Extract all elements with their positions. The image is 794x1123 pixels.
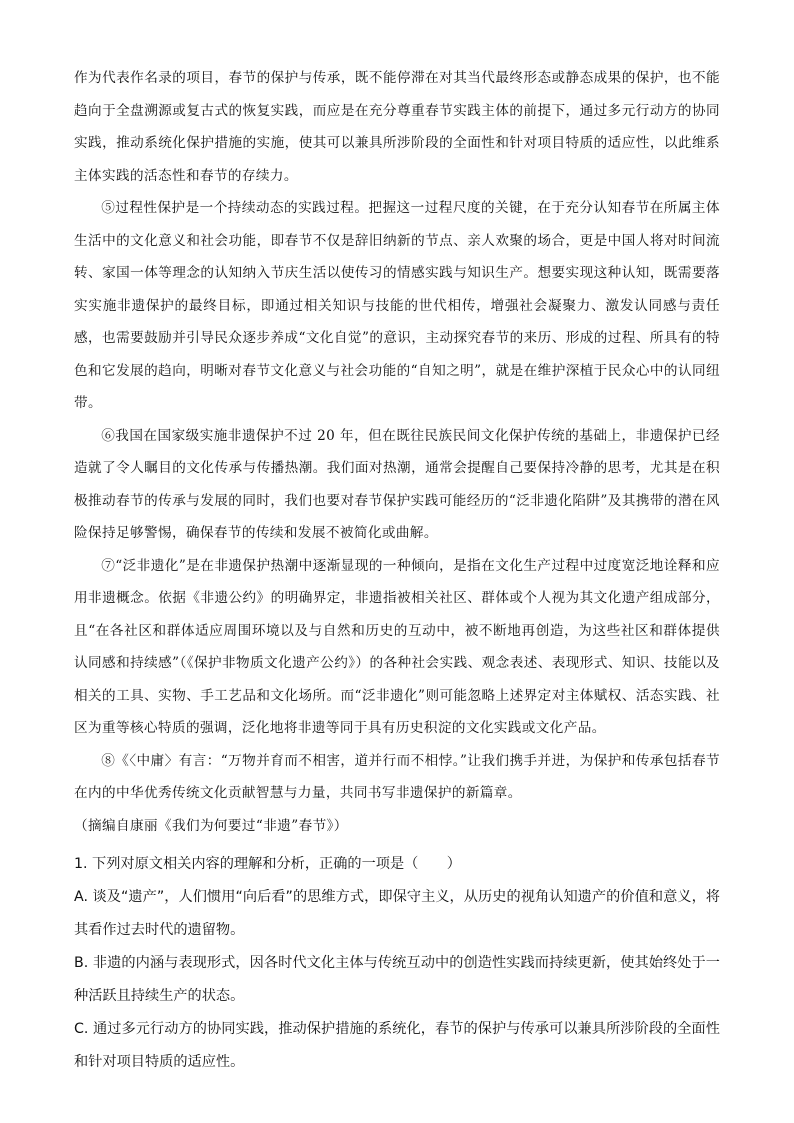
question-1	[74, 848, 720, 1079]
passage-paragraph-5: ⑤过程性保护是一个持续动态的实践过程。把握这一过程尺度的关键，在于充分认知春节在所属主体生活中的文化意义和社会功能，即春节不仅是辞旧纳新的节点、亲人欢聚的场合，更是中国人将对时间流转、家国一体等理念的认知纳入节庆生活以使传习的情感实践与知识生产。想要实现这种认知，既需要落实实施非遗保护的最终目标，即通过相关知识与技能的世代相传，增强社会凝聚力、激发认同感与责任感，也需要鼓励并引导民众逐步养成“文化自觉”的意识，主动探究春节的来历、形成的过程、所具有的特色和它发展的趋向，明晰对春节文化意义与社会功能的“自知之明”，就是在维护深植于民众心中的认同纽带。	[74, 200, 720, 411]
passage-paragraph-continued: 作为代表作名录的项目，春节的保护与传承，既不能停滞在对其当代最终形态或静态成果的保护，也不能趋向于全盘溯源或复古式的恢复实践，而应是在充分尊重春节实践主体的前提下，通过多元行动方的协同实践，推动系统化保护措施的实施，使其可以兼具所涉阶段的全面性和针对项目特质的适应性，以此维系主体实践的活态性和春节的存续力。	[74, 70, 720, 184]
option-b: B. 非遗的内涵与表现形式，因各时代文化主体与传统互动中的创造性实践而持续更新，使其始终处于一种活跃且持续生产的状态。	[74, 955, 720, 1004]
option-a: A. 谈及“遗产”，人们惯用“向后看”的思维方式，即保守主义，从历史的视角认知遗产的价值和意义，将其看作过去时代的遗留物。	[74, 889, 720, 938]
passage-paragraph-6: ⑥我国在国家级实施非遗保护不过 20 年，但在既往民族民间文化保护传统的基础上，非遗保护已经造就了令人瞩目的文化传承与传播热潮。我们面对热潮，通常会提醒自己要保持冷静的思考，尤其是在积极推动春节的传承与发展的同时，我们也要对春节保护实践可能经历的“泛非遗化陷阱”及其携带的潜在风险保持足够警惕，确保春节的传续和发展不被简化或曲解。	[74, 427, 720, 541]
passage-source: （摘编自康丽《我们为何要过“非遗”春节》）	[74, 817, 348, 834]
passage-paragraph-8: ⑧《〈中庸〉有言：“万物并育而不相害，道并行而不相悖。”让我们携手并进，为保护和传承包括春节在内的中华优秀传统文化贡献智慧与力量，共同书写非遗保护的新篇章。	[74, 752, 720, 801]
question-stem: 1. 下列对原文相关内容的理解和分析，正确的一项是（ ）	[74, 856, 461, 872]
passage-paragraph-7: ⑦“泛非遗化”是在非遗保护热潮中逐渐显现的一种倾向，是指在文化生产过程中过度宽泛地诠释和应用非遗概念。依据《非遗公约》的明确界定，非遗指被相关社区、群体或个人视为其文化遗产组成部分，且“在各社区和群体适应周围环境以及与自然和历史的互动中，被不断地再创造，为这些社区和群体提供认同感和持续感”（《保护非物质文化遗产公约》）的各种社会实践、观念表述、表现形式、知识、技能以及相关的工具、实物、手工艺品和文化场所。而“泛非遗化”则可能忽略上述界定对主体赋权、活态实践、社区为重等核心特质的强调，泛化地将非遗等同于具有历史积淀的文化实践或文化产品。	[74, 557, 720, 736]
reading-passage	[74, 62, 720, 842]
option-c: C. 通过多元行动方的协同实践，推动保护措施的系统化，春节的保护与传承可以兼具所涉阶段的全面性和针对项目特质的适应性。	[74, 1021, 720, 1070]
